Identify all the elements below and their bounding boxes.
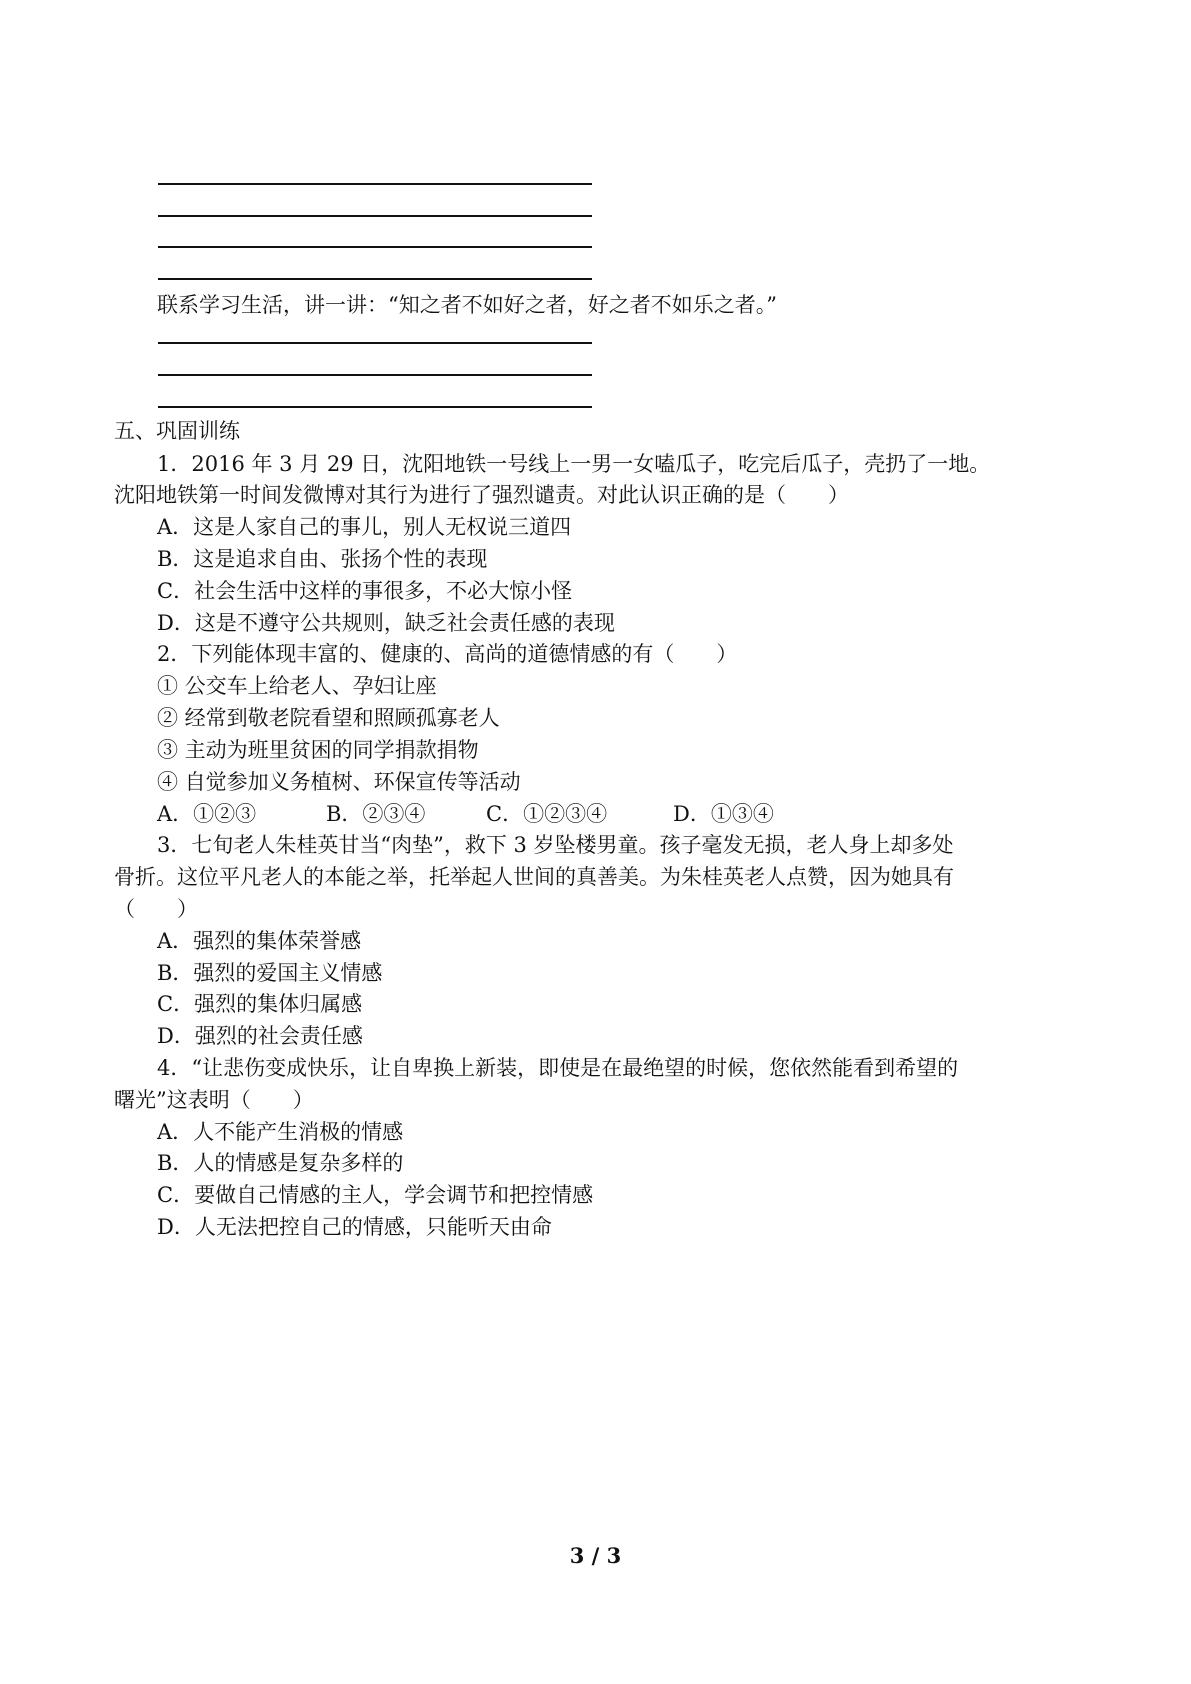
q1-stem-line1: 1．2016 年 3 月 29 日，沈阳地铁一号线上一男一女嗑瓜子，吃完后瓜子，壳扔了一地。	[157, 452, 991, 476]
q2-item-3: ③ 主动为班里贫困的同学捐款捐物	[157, 738, 479, 762]
q4-option-b: B．人的情感是复杂多样的	[157, 1151, 404, 1175]
q4-stem-line2: 曙光”这表明（ ）	[114, 1088, 314, 1112]
q4-stem-line1: 4．“让悲伤变成快乐，让自卑换上新装，即使是在最绝望的时候，您依然能看到希望的	[157, 1056, 959, 1080]
answer-line	[158, 278, 592, 280]
q2-option-c: C．①②③④	[486, 802, 608, 826]
answer-line	[158, 374, 592, 376]
q1-option-b: B．这是追求自由、张扬个性的表现	[157, 547, 488, 571]
answer-line	[158, 342, 592, 344]
q4-option-d: D．人无法把控自己的情感，只能听天由命	[157, 1215, 552, 1239]
q2-stem: 2．下列能体现丰富的、健康的、高尚的道德情感的有（ ）	[157, 642, 738, 666]
discussion-prompt: 联系学习生活，讲一讲：“知之者不如好之者，好之者不如乐之者。”	[157, 293, 777, 317]
q2-option-b: B．②③④	[326, 802, 426, 826]
answer-line	[158, 246, 592, 248]
page-number: 3 / 3	[569, 1543, 622, 1568]
q1-option-a: A．这是人家自己的事儿，别人无权说三道四	[157, 515, 572, 539]
q3-stem-line2: 骨折。这位平凡老人的本能之举，托举起人世间的真善美。为朱桂英老人点赞，因为她具有	[114, 865, 954, 889]
q1-option-d: D．这是不遵守公共规则，缺乏社会责任感的表现	[157, 611, 615, 635]
q2-item-1: ① 公交车上给老人、孕妇让座	[157, 674, 437, 698]
q3-option-d: D．强烈的社会责任感	[157, 1024, 363, 1048]
q2-options	[157, 801, 774, 827]
answer-line	[158, 183, 592, 185]
q1-stem-line2: 沈阳地铁第一时间发微博对其行为进行了强烈谴责。对此认识正确的是（ ）	[114, 483, 849, 507]
q2-item-2: ② 经常到敬老院看望和照顾孤寡老人	[157, 706, 500, 730]
section-title: 五、巩固训练	[114, 419, 240, 443]
q3-stem-line1: 3．七旬老人朱桂英甘当“肉垫”，救下 3 岁坠楼男童。孩子毫发无损，老人身上却多处	[157, 833, 954, 857]
q2-option-a: A．①②③	[157, 802, 257, 826]
q2-item-4: ④ 自觉参加义务植树、环保宣传等活动	[157, 770, 521, 794]
q4-option-c: C．要做自己情感的主人，学会调节和把控情感	[157, 1183, 594, 1207]
q1-option-c: C．社会生活中这样的事很多，不必大惊小怪	[157, 579, 573, 603]
answer-line	[158, 215, 592, 217]
q3-option-b: B．强烈的爱国主义情感	[157, 961, 383, 985]
answer-line	[158, 406, 592, 408]
q3-option-a: A．强烈的集体荣誉感	[157, 929, 362, 953]
q2-option-d: D．①③④	[673, 802, 774, 826]
q4-option-a: A．人不能产生消极的情感	[157, 1120, 404, 1144]
q3-option-c: C．强烈的集体归属感	[157, 992, 363, 1016]
q3-stem-line3: （ ）	[114, 897, 198, 921]
